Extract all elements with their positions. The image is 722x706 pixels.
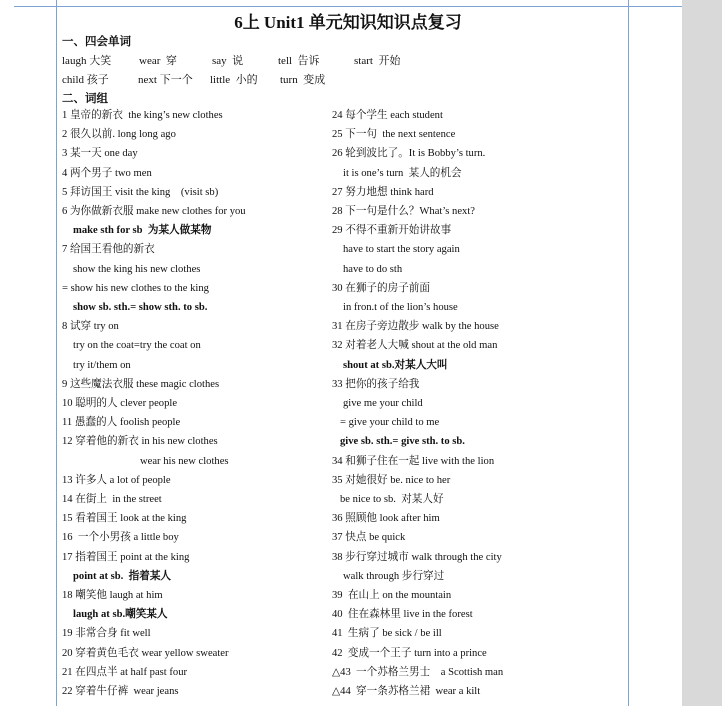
vocab-item: turn 变成	[280, 74, 326, 86]
phrase-line: 13 许多人 a lot of people	[62, 474, 171, 486]
phrase-line: it is one’s turn 某人的机会	[343, 167, 462, 179]
phrase-line: 24 每个学生 each student	[332, 110, 443, 121]
phrase-line: try on the coat=try the coat on	[73, 340, 201, 352]
phrase-line: 18 嘲笑他 laugh at him	[62, 590, 163, 601]
vocab-item: start 开始	[354, 55, 401, 67]
margin-guide-right	[628, 0, 629, 706]
phrase-line: 40 住在森林里 live in the forest	[332, 609, 473, 621]
left-margin	[0, 0, 14, 706]
vocab-item: child 孩子	[62, 74, 109, 86]
section-heading-vocabulary: 一、四会单词	[62, 36, 131, 48]
phrase-line: 29 不得不重新开始讲故事	[332, 225, 452, 237]
phrase-line: have to start the story again	[343, 244, 460, 256]
phrase-line: = give your child to me	[340, 417, 440, 429]
phrase-line: show the king his new clothes	[73, 263, 201, 275]
viewer-background	[682, 0, 722, 706]
document-page	[14, 0, 682, 706]
phrase-line: show sb. sth.= show sth. to sb.	[73, 302, 208, 313]
vocab-item: laugh 大笑	[62, 55, 112, 67]
vocab-item: next 下一个	[138, 74, 193, 86]
phrase-line: 3 某一天 one day	[62, 148, 138, 160]
phrase-line: 11 愚蠢的人 foolish people	[62, 417, 181, 429]
phrase-line: 33 把你的孩子给我	[332, 378, 420, 390]
phrase-line: 12 穿着他的新衣 in his new clothes	[62, 436, 218, 448]
phrase-line: 39 在山上 on the mountain	[332, 590, 452, 601]
phrase-line: give sb. sth.= give sth. to sb.	[340, 436, 465, 448]
phrase-line: have to do sth	[343, 263, 403, 275]
phrase-line: 17 指着国王 point at the king	[62, 551, 190, 563]
phrase-line: be nice to sb. 对某人好	[340, 494, 444, 505]
phrase-line: walk through 步行穿过	[343, 570, 445, 582]
phrase-line: laugh at sb.嘲笑某人	[73, 609, 168, 621]
phrase-line: 6 为你做新衣服 make new clothes for you	[62, 206, 246, 217]
phrase-line: 27 努力地想 think hard	[332, 186, 434, 198]
vocab-item: wear 穿	[139, 55, 177, 67]
phrase-line: 8 试穿 try on	[62, 321, 119, 333]
phrase-line: 36 照顾他 look after him	[332, 513, 440, 525]
phrase-line: 9 这些魔法衣服 these magic clothes	[62, 378, 220, 390]
section-heading-phrases: 二、词组	[62, 93, 108, 105]
phrase-line: wear his new clothes	[140, 455, 229, 467]
phrase-line: 25 下一句 the next sentence	[332, 129, 456, 141]
phrase-line: 10 聪明的人 clever people	[62, 398, 178, 409]
phrase-line: 30 在狮子的房子前面	[332, 282, 430, 294]
phrase-line: in fron.t of the lion’s house	[343, 302, 458, 313]
phrase-line: 38 步行穿过城市 walk through the city	[332, 551, 502, 563]
phrase-line: 26 轮到波比了。It is Bobby’s turn.	[332, 148, 486, 160]
phrase-line: 21 在四点半 at half past four	[62, 666, 188, 678]
phrase-line: 28 下一句是什么？What’s next?	[332, 206, 475, 217]
vocab-item: tell 告诉	[278, 55, 320, 67]
margin-guide-top	[14, 6, 682, 7]
document-title: 6上 Unit1 单元知识知识点复习	[234, 13, 462, 32]
phrase-line: △43 一个苏格兰男士 a Scottish man	[332, 666, 504, 678]
phrase-line: shout at sb.对某人大叫	[343, 359, 448, 371]
phrase-line: 22 穿着牛仔裤 wear jeans	[62, 686, 179, 697]
phrase-line: make sth for sb 为某人做某物	[73, 225, 212, 237]
phrase-line: 35 对她很好 be. nice to her	[332, 474, 451, 486]
phrase-line: △44 穿一条苏格兰裙 wear a kilt	[332, 686, 481, 697]
phrase-line: 14 在街上 in the street	[62, 494, 162, 505]
phrase-line: point at sb. 指着某人	[73, 570, 172, 582]
phrase-line: 37 快点 be quick	[332, 532, 406, 544]
phrase-line: 20 穿着黄色毛衣 wear yellow sweater	[62, 647, 229, 659]
phrase-line: 42 变成一个王子 turn into a prince	[332, 647, 487, 659]
phrase-line: 31 在房子旁边散步 walk by the house	[332, 321, 499, 333]
phrase-line: give me your child	[343, 398, 423, 409]
phrase-line: try it/them on	[73, 359, 131, 371]
phrase-line: 7 给国王看他的新衣	[62, 244, 155, 256]
phrase-line: 34 和狮子住在一起 live with the lion	[332, 455, 495, 467]
vocab-item: say 说	[212, 55, 244, 67]
phrase-line: 16 一个小男孩 a little boy	[62, 532, 179, 544]
phrase-line: 4 两个男子 two men	[62, 167, 152, 179]
phrase-line: 1 皇帝的新衣 the king’s new clothes	[62, 110, 223, 121]
phrase-line: 32 对着老人大喊 shout at the old man	[332, 340, 498, 352]
phrase-line: 19 非常合身 fit well	[62, 628, 151, 640]
phrase-line: 15 看着国王 look at the king	[62, 513, 187, 525]
margin-guide-left	[56, 0, 57, 706]
phrase-line: 2 很久以前. long long ago	[62, 129, 176, 141]
phrase-line: 5 拜访国王 visit the king (visit sb)	[62, 186, 219, 198]
vocab-item: little 小的	[210, 74, 258, 86]
phrase-line: 41 生病了 be sick / be ill	[332, 628, 442, 640]
phrase-line: = show his new clothes to the king	[62, 282, 209, 294]
